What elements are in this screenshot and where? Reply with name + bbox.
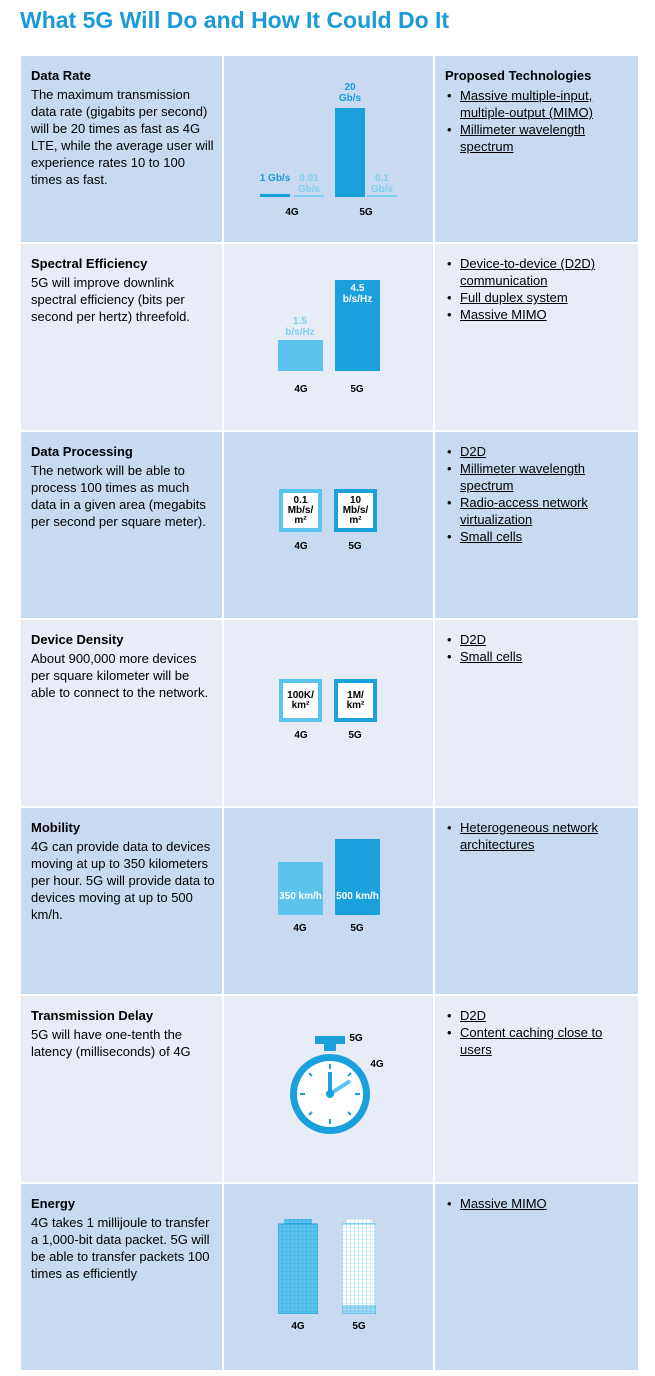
- technology-list: [445, 1195, 625, 1212]
- label-4g: 4G: [294, 730, 308, 741]
- technology-item[interactable]: • D2D: [445, 443, 625, 460]
- technology-item[interactable]: • Small cells: [445, 528, 625, 545]
- bar-5g: [335, 839, 380, 915]
- bar-5g-peak: [335, 108, 365, 197]
- value-4g: 350 km/h: [279, 891, 322, 902]
- row-title: Data Rate: [31, 68, 91, 83]
- row-title: Device Density: [31, 632, 124, 647]
- battery-grid-icon: [278, 1219, 318, 1314]
- technologies-cell: [435, 1184, 638, 1370]
- technology-item[interactable]: • Massive MIMO: [445, 1195, 625, 1212]
- row-mobility: [21, 808, 638, 996]
- technology-item[interactable]: • Millimeter wavelength spectrum: [445, 460, 625, 494]
- value-5g-peak: 20 Gb/s: [338, 82, 362, 104]
- technologies-cell: [435, 56, 638, 242]
- row-description: 5G will improve downlink spectral efficiency (bits per second per hertz) threefold.: [31, 275, 190, 324]
- value-4g-average: 0.01 Gb/s: [297, 173, 321, 195]
- box-4g: [279, 679, 322, 722]
- label-4g: 4G: [293, 923, 307, 934]
- box-5g: [334, 679, 377, 722]
- label-4g: 4G: [370, 1059, 384, 1070]
- technology-list: [445, 443, 625, 545]
- energy-visual: [224, 1184, 433, 1370]
- row-title: Energy: [31, 1196, 76, 1211]
- technologies-header: Proposed Technologies: [445, 68, 592, 83]
- technology-item[interactable]: • Full duplex system: [445, 289, 625, 306]
- technology-item[interactable]: • Device-to-device (D2D) communication: [445, 255, 625, 289]
- description-cell: [21, 996, 224, 1182]
- row-title: Transmission Delay: [31, 1008, 154, 1023]
- technology-item[interactable]: • Massive multiple-input, multiple-output (MIMO): [445, 87, 625, 121]
- row-energy: [21, 1184, 638, 1370]
- technology-list: [445, 631, 625, 665]
- label-5g: 5G: [350, 923, 364, 934]
- value-5g: 4.5 b/s/Hz: [342, 283, 373, 305]
- technology-list: [445, 1007, 625, 1058]
- visual-cell: [224, 432, 435, 618]
- technologies-cell: [435, 244, 638, 430]
- bar-4g-peak: [260, 194, 290, 197]
- technology-item[interactable]: • D2D: [445, 1007, 625, 1024]
- visual-cell: [224, 620, 435, 806]
- transmission-delay-visual: [224, 996, 433, 1182]
- visual-cell: [224, 996, 435, 1182]
- label-5g: 5G: [348, 730, 362, 741]
- value-4g-peak: 1 Gb/s: [259, 173, 291, 184]
- row-description: 5G will have one-tenth the latency (milliseconds) of 4G: [31, 1027, 191, 1059]
- technology-item[interactable]: • Radio-access network virtualization: [445, 494, 625, 528]
- description-cell: [21, 56, 224, 242]
- label-5g: 5G: [359, 207, 373, 218]
- row-spectral-efficiency: [21, 244, 638, 432]
- description-cell: [21, 620, 224, 806]
- description-cell: [21, 1184, 224, 1370]
- row-title: Spectral Efficiency: [31, 256, 148, 271]
- row-device-density: [21, 620, 638, 808]
- visual-cell: [224, 56, 435, 242]
- description-cell: [21, 432, 224, 618]
- label-5g: 5G: [350, 384, 364, 395]
- row-data-processing: [21, 432, 638, 620]
- label-5g: 5G: [348, 541, 362, 552]
- technologies-cell: [435, 996, 638, 1182]
- technology-item[interactable]: • Massive MIMO: [445, 306, 625, 323]
- row-description: The maximum transmission data rate (gigabits per second) will be 20 times as fast as 4G LTE, while the average user will experience rates 10 to 100 times as fast.: [31, 87, 214, 187]
- value-4g: 0.1 Mb/s/ m²: [283, 493, 318, 528]
- data-rate-bars: [224, 56, 433, 242]
- box-4g: [279, 489, 322, 532]
- spectral-efficiency-bars: [224, 244, 433, 430]
- row-description: 4G can provide data to devices moving at up to 350 kilometers per hour. 5G will provide data to devices moving at up to 500 km/h.: [31, 839, 215, 922]
- value-4g: 1.5 b/s/Hz: [285, 316, 315, 338]
- technology-item[interactable]: • Millimeter wavelength spectrum: [445, 121, 625, 155]
- data-processing-boxes: [224, 432, 433, 618]
- label-5g: 5G: [352, 1321, 366, 1332]
- device-density-boxes: [224, 620, 433, 806]
- label-5g: 5G: [349, 1033, 363, 1044]
- row-title: Mobility: [31, 820, 81, 835]
- comparison-table: [21, 56, 638, 1370]
- bar-4g: [278, 340, 323, 371]
- bar-4g-average: [294, 195, 324, 197]
- label-4g: 4G: [285, 207, 299, 218]
- mobility-bars: [224, 808, 433, 994]
- technology-list: [445, 819, 625, 853]
- bar-5g-average: [367, 195, 397, 197]
- visual-cell: [224, 244, 435, 430]
- value-5g: 1M/ km²: [338, 683, 373, 718]
- technology-item[interactable]: • Content caching close to users: [445, 1024, 625, 1058]
- bar-4g: [278, 862, 323, 915]
- box-5g: [334, 489, 377, 532]
- technology-item[interactable]: • D2D: [445, 631, 625, 648]
- row-description: The network will be able to process 100 times as much data in a given area (megabits per second per square meter).: [31, 463, 206, 529]
- label-4g: 4G: [294, 384, 308, 395]
- visual-cell: [224, 808, 435, 994]
- visual-cell: [224, 1184, 435, 1370]
- label-4g: 4G: [294, 541, 308, 552]
- description-cell: [21, 808, 224, 994]
- battery-grid-icon: [342, 1219, 376, 1314]
- value-4g: 100K/ km²: [283, 683, 318, 718]
- technologies-cell: [435, 808, 638, 994]
- stopwatch-icon: [280, 1034, 380, 1140]
- technologies-cell: [435, 432, 638, 618]
- technology-item[interactable]: • Heterogeneous network architectures: [445, 819, 625, 853]
- label-4g: 4G: [291, 1321, 305, 1332]
- row-description: About 900,000 more devices per square kilometer will be able to connect to the network.: [31, 651, 209, 700]
- page-title: What 5G Will Do and How It Could Do It: [20, 7, 450, 33]
- value-5g-average: 0.1 Gb/s: [370, 173, 394, 195]
- row-description: 4G takes 1 millijoule to transfer a 1,000-bit data packet. 5G will be able to transfer packets 100 times as efficiently: [31, 1215, 210, 1281]
- technologies-cell: [435, 620, 638, 806]
- description-cell: [21, 244, 224, 430]
- value-5g: 500 km/h: [336, 891, 379, 902]
- row-data-rate: [21, 56, 638, 244]
- technology-list: [445, 87, 625, 155]
- technology-item[interactable]: • Small cells: [445, 648, 625, 665]
- value-5g: 10 Mb/s/ m²: [338, 493, 373, 528]
- row-title: Data Processing: [31, 444, 133, 459]
- row-transmission-delay: [21, 996, 638, 1184]
- technology-list: [445, 255, 625, 323]
